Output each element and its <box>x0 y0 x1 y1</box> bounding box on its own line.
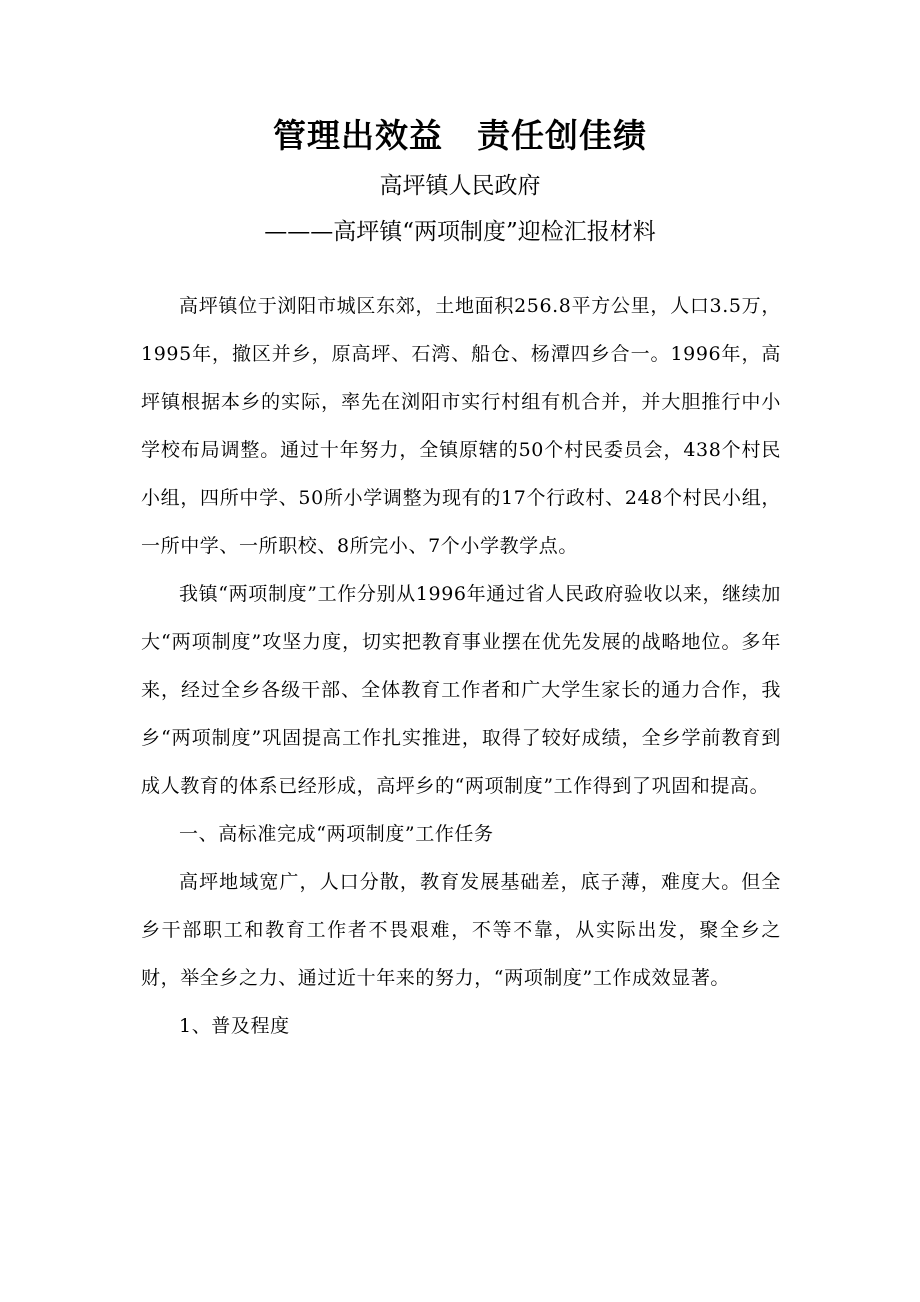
document-title: 管理出效益 责任创佳绩 <box>273 116 647 155</box>
paragraph-section-1: 高坪地域宽广，人口分散，教育发展基础差，底子薄，难度大。但全乡干部职工和教育工作者不畏艰难，不等不靠，从实际出发，聚全乡之财，举全乡之力、通过近十年来的努力，“两项制度”工作成效显著。 <box>141 871 781 989</box>
document-author: 高坪镇人民政府 <box>379 173 541 199</box>
section-heading-1: 一、高标准完成“两项制度”工作任务 <box>179 823 494 845</box>
paragraph-intro: 高坪镇位于浏阳市城区东郊，土地面积256.8平方公里，人口3.5万，1995年，撤区并乡，原高坪、石湾、船仓、杨潭四乡合一。1996年，高坪镇根据本乡的实际，率先在浏阳市实行村组有机合并，并大胆推行中小学校布局调整。通过十年努力，全镇原辖的50个村民委员会，438个村民小组，四所中学、50所小学调整为现有的17个行政村、248个村民小组，一所中学、一所职校、8所完小、7个小学教学点。 <box>141 295 781 557</box>
paragraph-progress: 我镇“两项制度”工作分别从1996年通过省人民政府验收以来，继续加大“两项制度”攻坚力度，切实把教育事业摆在优先发展的战略地位。多年来，经过全乡各级干部、全体教育工作者和广大学生家长的通力合作，我乡“两项制度”巩固提高工作扎实推进，取得了较好成绩，全乡学前教育到成人教育的体系已经形成，高坪乡的“两项制度”工作得到了巩固和提高。 <box>141 583 781 797</box>
document-body <box>141 282 781 1050</box>
subsection-heading-1: 1、普及程度 <box>179 1015 290 1037</box>
document-subtitle: ———高坪镇“两项制度”迎检汇报材料 <box>264 219 656 245</box>
